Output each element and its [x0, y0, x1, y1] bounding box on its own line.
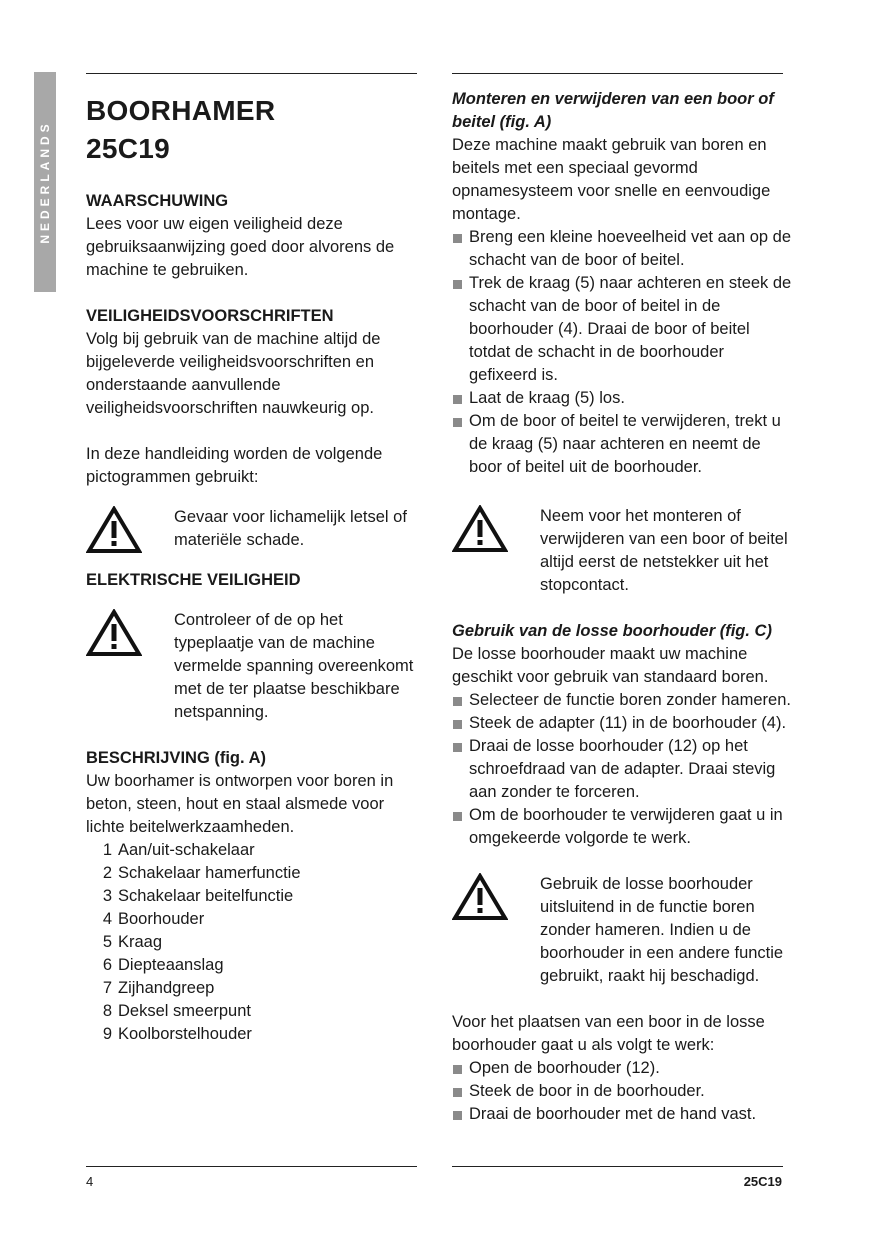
- place-steps: [452, 1057, 792, 1126]
- pictogram-warning-block: [86, 506, 421, 554]
- page-title: [86, 92, 421, 168]
- electric-warning-text: Controleer of de op het typeplaatje van de machine vermelde spanning overeenkomt met de ter plaatse beschikbare netspanning.: [174, 611, 414, 721]
- bottom-rule-left: [86, 1166, 417, 1167]
- top-rule-left: [86, 73, 417, 74]
- chuck-heading: Gebruik van de losse boorhouder (fig. C): [452, 622, 772, 640]
- place-text: Voor het plaatsen van een boor in de losse boorhouder gaat u als volgt te werk:: [452, 1013, 765, 1054]
- chuck-step: Selecteer de functie boren zonder hameren.: [452, 689, 792, 712]
- electric-warning-block: [86, 609, 421, 724]
- title-line-2: 25C19: [86, 133, 171, 164]
- right-column: [452, 88, 792, 1126]
- warning-triangle-icon: [452, 505, 508, 553]
- parts-list-item: 3 Schakelaar beitelfunctie: [102, 887, 294, 905]
- chuck-warning-text: Gebruik de losse boorhouder uitsluitend in de functie boren zonder hameren. Indien u de boorhouder in een andere functie gebruikt, raakt hij beschadigd.: [540, 875, 784, 985]
- chuck-step: Draai de losse boorhouder (12) op het schroefdraad van de adapter. Draai stevig aan zonder te forceren.: [452, 735, 792, 804]
- warning-triangle-icon: [86, 506, 142, 554]
- warning-triangle-icon: [452, 873, 508, 921]
- place-step: Steek de boor in de boorhouder.: [452, 1080, 792, 1103]
- parts-list-item: 2 Schakelaar hamerfunctie: [102, 864, 301, 882]
- mount-heading: Monteren en verwijderen van een boor of beitel (fig. A): [452, 90, 774, 131]
- warning-heading: WAARSCHUWING: [86, 192, 229, 210]
- left-column: [86, 88, 421, 1046]
- warning-triangle-icon: [86, 609, 142, 657]
- parts-list-item: 6 Diepteaanslag: [102, 956, 224, 974]
- parts-list-item: 1 Aan/uit-schakelaar: [102, 841, 255, 859]
- parts-list-item: 7 Zijhandgreep: [102, 979, 215, 997]
- mount-step: Trek de kraag (5) naar achteren en steek de schacht van de boor of beitel in de boorhouder (4). Draai de boor of beitel totdat de schacht in de boorhouder gefixeerd is.: [452, 272, 792, 387]
- parts-list-item: 4 Boorhouder: [102, 910, 205, 928]
- parts-list: [86, 839, 421, 1046]
- chuck-text: De losse boorhouder maakt uw machine geschikt voor gebruik van standaard boren.: [452, 645, 769, 686]
- page-number: 4: [86, 1174, 94, 1189]
- safety-text: Volg bij gebruik van de machine altijd de bijgeleverde veiligheidsvoorschriften en onderstaande aanvullende veiligheidsvoorschriften nauwkeurig op.: [86, 330, 381, 417]
- parts-list-item: 8 Deksel smeerpunt: [102, 1002, 251, 1020]
- place-step: Draai de boorhouder met de hand vast.: [452, 1103, 792, 1126]
- mount-steps: [452, 226, 792, 479]
- chuck-steps: [452, 689, 792, 850]
- language-tab-label: NEDERLANDS: [38, 120, 52, 244]
- place-step: Open de boorhouder (12).: [452, 1057, 792, 1080]
- mount-warning-block: [452, 505, 792, 597]
- chuck-step: Om de boorhouder te verwijderen gaat u in omgekeerde volgorde te werk.: [452, 804, 792, 850]
- electric-heading: ELEKTRISCHE VEILIGHEID: [86, 571, 301, 589]
- bottom-rule-right: [452, 1166, 783, 1167]
- chuck-warning-block: [452, 873, 792, 988]
- mount-step: Laat de kraag (5) los.: [452, 387, 792, 410]
- description-heading: BESCHRIJVING (fig. A): [86, 749, 266, 767]
- pictogram-intro: In deze handleiding worden de volgende pictogrammen gebruikt:: [86, 445, 383, 486]
- mount-step: Breng een kleine hoeveelheid vet aan op de schacht van de boor of beitel.: [452, 226, 792, 272]
- title-line-1: BOORHAMER: [86, 95, 276, 126]
- top-rule-right: [452, 73, 783, 74]
- mount-warning-text: Neem voor het monteren of verwijderen van een boor of beitel altijd eerst de netstekker uit het stopcontact.: [540, 507, 788, 594]
- chuck-step: Steek de adapter (11) in de boorhouder (4).: [452, 712, 792, 735]
- warning-text: Lees voor uw eigen veiligheid deze gebruiksaanwijzing goed door alvorens de machine te gebruiken.: [86, 215, 395, 279]
- footer-model: 25C19: [743, 1174, 782, 1189]
- description-text: Uw boorhamer is ontworpen voor boren in beton, steen, hout en staal alsmede voor lichte beitelwerkzaamheden.: [86, 772, 394, 836]
- pictogram-warning-text: Gevaar voor lichamelijk letsel of materiële schade.: [174, 508, 407, 549]
- language-tab: [34, 72, 56, 292]
- mount-step: Om de boor of beitel te verwijderen, trekt u de kraag (5) naar achteren en neemt de boor of beitel uit de boorhouder.: [452, 410, 792, 479]
- safety-heading: VEILIGHEIDSVOORSCHRIFTEN: [86, 307, 334, 325]
- parts-list-item: 9 Koolborstelhouder: [102, 1025, 252, 1043]
- parts-list-item: 5 Kraag: [102, 933, 163, 951]
- mount-text: Deze machine maakt gebruik van boren en beitels met een speciaal gevormd opnamesysteem voor snelle en eenvoudige montage.: [452, 136, 771, 223]
